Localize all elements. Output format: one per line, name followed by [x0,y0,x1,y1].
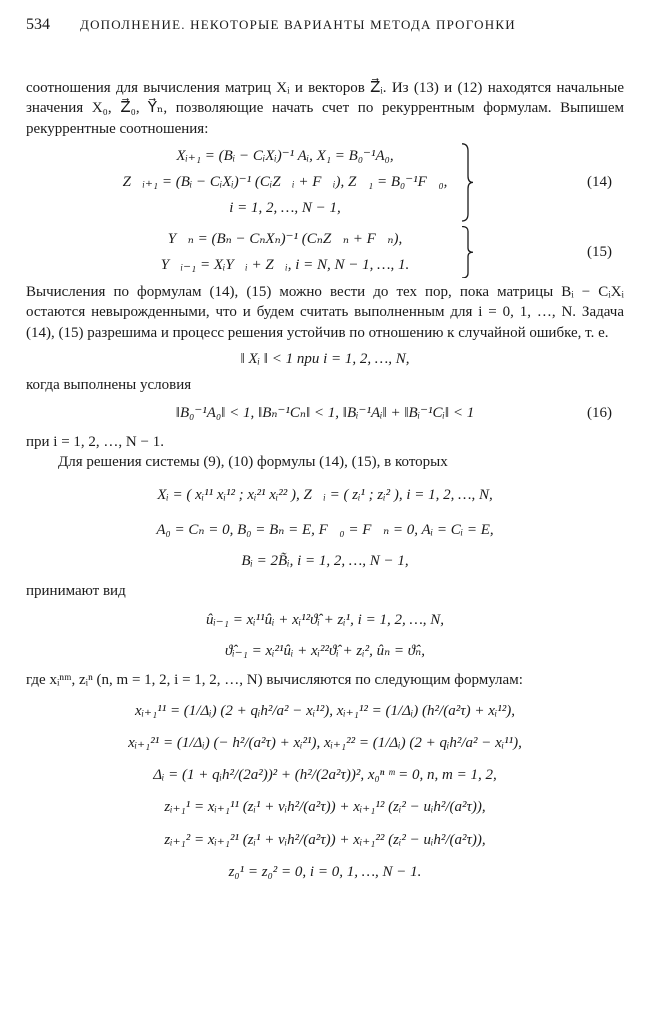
norm-condition [26,349,624,369]
formula-delta: Δᵢ = (1 + qᵢh²/(2a²))² + (h²/(2a²τ))², x₀ⁿ ᵐ = 0, n, m = 1, 2, [153,767,497,783]
boundary-conditions-2: Bᵢ = 2B̃ᵢ, i = 1, 2, …, N − 1, [241,552,409,569]
formula-z2: zᵢ₊₁² = xᵢ₊₁²¹ (zᵢ¹ + vᵢh²/(a²τ)) + xᵢ₊₁²² (zᵢ² − uᵢh²/(a²τ)), [164,831,486,848]
recurrence-v: ϑ̂ᵢ₋₁ = xᵢ²¹ûᵢ + xᵢ²²ϑ̂ᵢ + zᵢ², ûₙ = ϑ̂ₙ, [225,642,425,659]
coefficient-formulas [26,695,624,889]
paragraph-stability: Вычисления по формулам (14), (15) можно вести до тех пор, пока матрицы Bᵢ − CᵢXᵢ остаются невырожденными, что и будем считать выполненным для i = 0, 1, …, N. Задача (14), (15) разрешима и процесс решения устойчив по отношению к случайной ошибке, т. е. [26,284,624,341]
paragraph-take-form: принимают вид [26,582,126,599]
right-brace-icon [460,143,474,222]
eq15-line2: Y⃗ᵢ₋₁ = XᵢY⃗ᵢ + Z⃗ᵢ, i = N, N − 1, …, 1. [160,256,410,273]
paragraph-where: где xᵢⁿᵐ, zᵢⁿ (n, m = 1, 2, i = 1, 2, …, N) вычисляются по следующим формулам: [26,672,523,689]
running-head [26,14,624,48]
boundary-conditions-1: A₀ = Cₙ = 0, B₀ = Bₙ = E, F⃗₀ = F⃗ₙ = 0, Aᵢ = Cᵢ = E, [156,522,494,538]
equation-system-15 [26,226,624,279]
equation-system-14 [26,143,624,222]
equation-number-14: (14) [587,174,612,190]
eq16-formula: ‖B₀⁻¹A₀‖ < 1, ‖Bₙ⁻¹Cₙ‖ < 1, ‖Bᵢ⁻¹Aᵢ‖ + ‖Bᵢ⁻¹Cᵢ‖ < 1 [175,405,475,422]
formula-z1: zᵢ₊₁¹ = xᵢ₊₁¹¹ (zᵢ¹ + vᵢh²/(a²τ)) + xᵢ₊₁¹² (zᵢ² − uᵢh²/(a²τ)), [164,799,486,816]
paragraph-conditions: когда выполнены условия [26,377,192,393]
paragraph-range: при i = 1, 2, …, N − 1. [26,433,164,450]
formula-z0: z₀¹ = z₀² = 0, i = 0, 1, …, N − 1. [228,863,422,880]
paragraph-system-solution: Для решения системы (9), (10) формулы (14), (15), в которых [58,453,448,470]
equation-number-15: (15) [587,243,612,260]
right-brace-icon [460,226,474,279]
matrix-definitions [26,476,624,577]
equation-number-16: (16) [587,405,612,422]
page-number: 534 [26,16,50,33]
formula-x21-x22: xᵢ₊₁²¹ = (1/Δᵢ) (− h²/(a²τ) + xᵢ²¹), xᵢ₊₁²² = (1/Δᵢ) (2 + qᵢh²/a² − xᵢ¹¹), [128,734,522,751]
recurrence-formulas [26,605,624,667]
paragraph-intro: соотношения для вычисления матриц Xᵢ и векторов Z⃗ᵢ. Из (13) и (12) находятся начальные значения X₀, Z⃗₀, Y⃗ₙ, позволяющие начать счет по рекуррентным формулам. Выпишем рекуррентные соотношения: [26,80,624,137]
formula-x11-x12: xᵢ₊₁¹¹ = (1/Δᵢ) (2 + qᵢh²/a² − xᵢ¹²), xᵢ₊₁¹² = (1/Δᵢ) (h²/(a²τ) + xᵢ¹²), [135,702,515,719]
eq14-line3: i = 1, 2, …, N − 1, [229,200,341,217]
matrix-definition-formula: Xᵢ = ( xᵢ¹¹ xᵢ¹² ; xᵢ²¹ xᵢ²² ), Z⃗ᵢ = ( zᵢ¹ ; zᵢ² ), i = 1, 2, …, N, [157,487,493,503]
equation-16 [26,403,624,423]
norm-condition-formula: ‖ Xᵢ ‖ < 1 при i = 1, 2, …, N, [240,350,410,367]
eq14-line2: Z⃗ᵢ₊₁ = (Bᵢ − CᵢXᵢ)⁻¹ (CᵢZ⃗ᵢ + F⃗ᵢ), Z⃗₁ = B₀⁻¹F⃗₀, [122,174,448,190]
recurrence-u: ûᵢ₋₁ = xᵢ¹¹ûᵢ + xᵢ¹²ϑ̂ᵢ + zᵢ¹, i = 1, 2, …, N, [205,611,445,628]
eq14-line1: Xᵢ₊₁ = (Bᵢ − CᵢXᵢ)⁻¹ Aᵢ, X₁ = B₀⁻¹A₀, [176,147,394,164]
chapter-title: ДОПОЛНЕНИЕ. НЕКОТОРЫЕ ВАРИАНТЫ МЕТОДА ПРОГОНКИ [80,17,516,32]
eq15-line1: Y⃗ₙ = (Bₙ − CₙXₙ)⁻¹ (CₙZ⃗ₙ + F⃗ₙ), [167,230,403,247]
